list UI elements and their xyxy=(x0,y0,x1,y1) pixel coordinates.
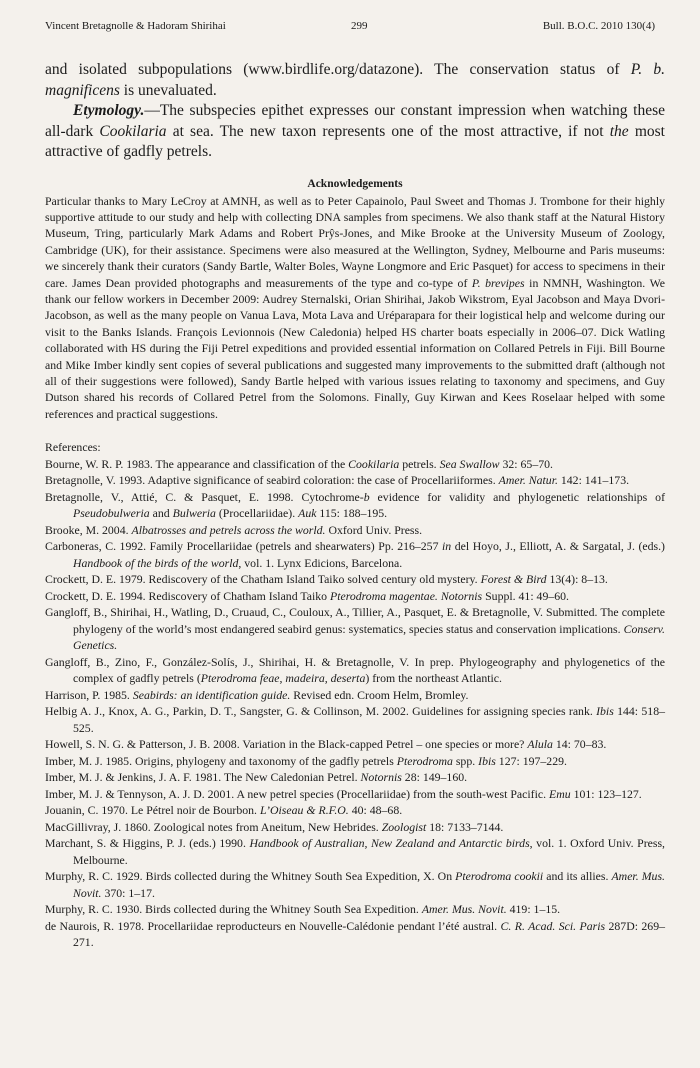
intro-text: and isolated subpopulations (www.birdlife.org/datazone). The conservation status of xyxy=(45,61,631,78)
reference-run: Marchant, S. & Higgins, P. J. (eds.) 1990. xyxy=(45,836,250,851)
reference-italic-run: Sea Swallow xyxy=(439,456,500,471)
header-page-number: 299 xyxy=(351,20,368,32)
reference-italic-run: Cookilaria xyxy=(348,456,400,471)
header-journal: Bull. B.O.C. 2010 130(4) xyxy=(542,20,655,32)
reference-list xyxy=(45,456,665,951)
reference-run: 28: 149–160. xyxy=(401,770,468,785)
reference-item xyxy=(45,703,665,736)
reference-item xyxy=(45,522,665,539)
etymology-text-b: at sea. The new taxon represents one of the most attractive, if not xyxy=(166,122,610,140)
running-header xyxy=(45,20,655,36)
reference-italic-run: Handbook of the birds of the world xyxy=(73,555,239,570)
reference-run: and its allies. xyxy=(543,869,612,884)
reference-run: , vol. 1. Lynx Edicions, Barcelona. xyxy=(238,555,403,570)
reference-italic-run: Alula xyxy=(527,737,553,752)
reference-italic-run: Pseudobulweria xyxy=(73,506,150,521)
reference-item xyxy=(45,835,665,868)
reference-italic-run: b xyxy=(363,489,370,504)
reference-italic-run: Bulweria xyxy=(172,506,216,521)
reference-run: spp. xyxy=(452,753,479,768)
reference-run: Crockett, D. E. 1979. Rediscovery of the Chatham Island Taiko solved century old mystery. xyxy=(45,572,481,587)
reference-item xyxy=(45,472,665,489)
reference-item xyxy=(45,868,665,901)
reference-run: Gangloff, B., Shirihai, H., Watling, D., Cruaud, C., Couloux, A., Tillier, A., Pasquet, E. & Bretagnolle, V. Submitted. The complete phylogeny of the world’s most endangered seabird genus: systematics, species status and conservation implications. xyxy=(45,605,665,636)
reference-italic-run: Notornis xyxy=(360,770,402,785)
etymology-text-c: most attractive of gadfly petrels. xyxy=(45,122,665,160)
reference-item xyxy=(45,654,665,687)
reference-item xyxy=(45,538,665,571)
reference-run: Carboneras, C. 1992. Family Procellariidae (petrels and shearwaters) Pp. 216–257 xyxy=(45,539,443,554)
etymology-paragraph xyxy=(45,101,665,163)
reference-run: Murphy, R. C. 1930. Birds collected during the Whitney South Sea Expedition. xyxy=(45,902,422,917)
reference-run: 142: 141–173. xyxy=(557,473,630,488)
etymology-text-a: —The subspecies epithet expresses our constant impression when watching these all-dark xyxy=(45,102,665,140)
reference-run: Bourne, W. R. P. 1983. The appearance and classification of the xyxy=(45,456,349,471)
acknowledgements-taxon: P. brevipes xyxy=(471,275,525,290)
etymology-the: the xyxy=(609,122,629,140)
reference-run: , vol. 1. Oxford Univ. Press, Melbourne. xyxy=(73,836,665,867)
reference-italic-run: Zoologist xyxy=(381,819,427,834)
reference-italic-run: Amer. Mus. Novit. xyxy=(421,902,507,917)
reference-run: Gangloff, B., Zino, F., González-Solís, J., Shirihai, H. & Bretagnolle, V. In prep. Phylogeography and phylogenetics of the complex of gadfly petrels ( xyxy=(45,654,665,686)
reference-italic-run: Handbook of Australian, New Zealand and Antarctic birds xyxy=(249,836,530,851)
reference-run: Imber, M. J. & Tennyson, A. J. D. 2001. A new petrel species (Procellariidae) from the south-west Pacific. xyxy=(45,786,550,801)
reference-italic-run: Pterodroma magentae. xyxy=(329,588,438,603)
references-label: References: xyxy=(45,440,101,455)
reference-run: Suppl. 41: 49–60. xyxy=(482,588,570,603)
reference-run: 13(4): 8–13. xyxy=(546,572,608,587)
reference-italic-run: C. R. Acad. Sci. Paris xyxy=(500,918,606,933)
reference-run: Bretagnolle, V. 1993. Adaptive significance of seabird coloration: the case of Procellariiformes. xyxy=(45,473,499,488)
etymology-label: Etymology. xyxy=(73,102,145,119)
reference-run: petrels. xyxy=(399,456,440,471)
reference-italic-run: Pterodroma feae, madeira, deserta xyxy=(200,671,366,686)
reference-italic-run: Notornis xyxy=(440,588,483,603)
intro-taxon: P. b. magnificens xyxy=(45,61,665,99)
reference-italic-run: Amer. Natur. xyxy=(498,473,558,488)
reference-italic-run: L’Oiseau & R.F.O. xyxy=(259,803,349,818)
reference-item xyxy=(45,786,665,803)
reference-item xyxy=(45,819,665,836)
acknowledgements-text-b: in NMNH, Washington. We thank our fellow workers in December 2009: Audrey Sternalski, Orian Shirihai, Jakob Wikstrom, Eyal Jacobson and Maya Dvori-Jacobson, as well as the many people on Vanua Lava, Mota Lava and Uréparapara for their logistical help and welcome during our visit to the Banks Islands. François Levionnois (New Caledonia) helped HS charter boats especially in 2006–07. Dick Watling collaborated with HS during the Fiji Petrel expeditions and provided essential information on Collared Petrels in Fiji. Bill Bourne and Mike Imber kindly sent copies of several publications and suggested many improvements to the submitted draft (although not all of their suggestions were followed), Sandy Bartle helped with various issues relating to taxonomy and specimens, and Guy Dutson shared his records of Collared Petrel from the Solomons. Finally, Guy Kirwan and Kees Roselaar helped with some references and practical suggestions. xyxy=(45,275,665,421)
reference-item xyxy=(45,571,665,588)
reference-italic-run: Pterodroma cookii xyxy=(455,869,544,884)
reference-italic-run: in xyxy=(442,539,452,554)
reference-run: Murphy, R. C. 1929. Birds collected during the Whitney South Sea Expedition, X. On xyxy=(45,869,456,884)
reference-run: 101: 123–127. xyxy=(570,786,642,801)
reference-run: Oxford Univ. Press. xyxy=(325,522,423,537)
reference-run: Howell, S. N. G. & Patterson, J. B. 2008. Variation in the Black-capped Petrel – one species or more? xyxy=(45,737,528,752)
reference-run: 32: 65–70. xyxy=(499,456,553,471)
reference-item xyxy=(45,736,665,753)
reference-italic-run: Amer. Mus. Novit. xyxy=(73,869,665,900)
acknowledgements-text-a: Particular thanks to Mary LeCroy at AMNH, as well as to Peter Capainolo, Paul Sweet and Thomas J. Trombone for their highly supportive attitude to our study and help with collecting DNA samples from specimens. We also thank staff at the Natural History Museum, Tring, particularly Mark Adams and Robert Prŷs-Jones, and Mike Brooke at the University Museum of Zoology, Cambridge (UK), for their assistance. Specimens were also measured at the Wellington, Sydney, Melbourne and Paris museums: we sincerely thank their curators (Sandy Bartle, Walter Boles, Wayne Longmore and Eric Pasquet) for access to specimens in their care. James Dean provided photographs and measurements of the type and co-type of xyxy=(45,193,665,290)
reference-run: evidence for validity and phylogenetic relationships of xyxy=(369,489,666,504)
reference-italic-run: Emu xyxy=(549,786,571,801)
reference-run: Imber, M. J. & Jenkins, J. A. F. 1981. The New Caledonian Petrel. xyxy=(45,770,361,785)
reference-run: Brooke, M. 2004. xyxy=(45,522,132,537)
reference-item xyxy=(45,687,665,704)
reference-run: 14: 70–83. xyxy=(552,737,607,752)
reference-italic-run: Albatrosses and petrels across the world. xyxy=(131,522,326,537)
reference-run: Jouanin, C. 1970. Le Pétrel noir de Bourbon. xyxy=(45,803,260,818)
reference-run: Harrison, P. 1985. xyxy=(45,687,133,702)
reference-italic-run: Ibis xyxy=(478,753,496,768)
reference-run: Crockett, D. E. 1994. Rediscovery of Chatham Island Taiko xyxy=(45,588,330,603)
reference-run: Revised edn. Croom Helm, Bromley. xyxy=(290,687,469,702)
reference-run: 18: 7133–7144. xyxy=(426,819,504,834)
intro-text-end: is unevaluated. xyxy=(119,81,217,99)
reference-item xyxy=(45,918,665,951)
reference-run: MacGillivray, J. 1860. Zoological notes from Aneitum, New Hebrides. xyxy=(45,819,382,834)
reference-italic-run: Pterodroma xyxy=(396,753,453,768)
reference-item xyxy=(45,769,665,786)
reference-item xyxy=(45,588,665,605)
reference-run: and xyxy=(149,506,173,521)
reference-item xyxy=(45,802,665,819)
reference-run: 419: 1–15. xyxy=(506,902,561,917)
reference-item xyxy=(45,901,665,918)
reference-run: Helbig A. J., Knox, A. G., Parkin, D. T., Sangster, G. & Collinson, M. 2002. Guidelines for assigning species rank. xyxy=(45,704,597,719)
reference-item xyxy=(45,753,665,770)
etymology-taxon: Cookilaria xyxy=(99,122,167,140)
reference-run: de Naurois, R. 1978. Procellariidae reproducteurs en Nouvelle-Calédonie pendant l’été austral. xyxy=(45,918,501,933)
reference-run: Bretagnolle, V., Attié, C. & Pasquet, E. 1998. Cytochrome- xyxy=(45,489,364,504)
reference-run: (Procellariidae). xyxy=(215,506,299,521)
reference-run: 287D: 269–271. xyxy=(73,918,665,950)
reference-italic-run: Auk xyxy=(298,506,317,521)
acknowledgements-heading: Acknowledgements xyxy=(307,177,403,190)
reference-run: 370: 1–17. xyxy=(101,885,155,900)
reference-run: del Hoyo, J., Elliott, A. & Sargatal, J. (eds.) xyxy=(451,539,665,554)
reference-item xyxy=(45,456,665,473)
page-content xyxy=(45,60,665,951)
reference-italic-run: Conserv. Genetics. xyxy=(73,621,665,653)
header-authors: Vincent Bretagnolle & Hadoram Shirihai xyxy=(45,20,226,32)
reference-item xyxy=(45,604,665,654)
reference-run: ) from the northeast Atlantic. xyxy=(365,671,502,686)
reference-item xyxy=(45,489,665,522)
reference-run: Imber, M. J. 1985. Origins, phylogeny and taxonomy of the gadfly petrels xyxy=(45,753,397,768)
reference-run: 144: 518–525. xyxy=(73,704,665,735)
reference-italic-run: Forest & Bird xyxy=(480,572,547,587)
reference-run: 127: 197–229. xyxy=(495,753,567,768)
acknowledgements-paragraph xyxy=(45,193,665,423)
reference-run: 115: 188–195. xyxy=(316,506,388,521)
intro-paragraph xyxy=(45,60,665,101)
reference-run: 40: 48–68. xyxy=(348,803,403,818)
reference-italic-run: Seabirds: an identification guide. xyxy=(132,687,291,702)
reference-italic-run: Ibis xyxy=(596,704,614,719)
